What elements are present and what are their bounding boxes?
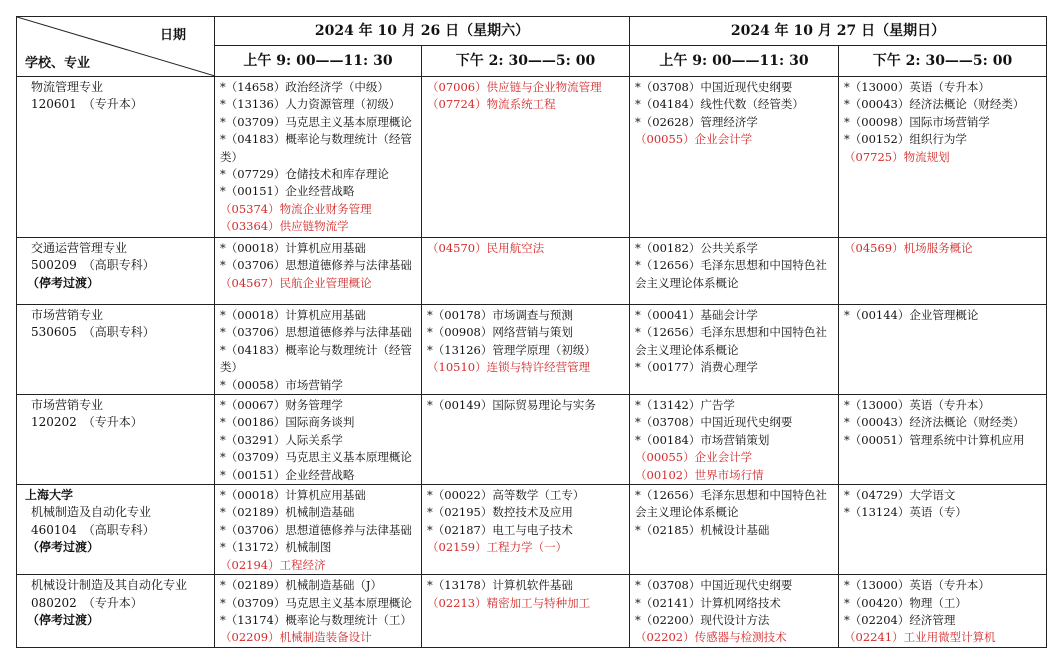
course-item: *（00177）消费心理学 — [635, 360, 758, 375]
course-item: *（00067）财务管理学 — [220, 398, 343, 413]
course-item: *（04729）大学语文 — [844, 488, 956, 503]
course-item: *（00018）计算机应用基础 — [220, 241, 366, 255]
course-item: *（13172）机械制图 — [220, 540, 332, 555]
course-item: *（13000）英语（专升本） — [844, 398, 990, 413]
course-item: *（02200）现代设计方法 — [635, 612, 770, 627]
day1-am-header: 上午 9: 00——11: 30 — [215, 46, 422, 77]
course-item: *（03709）马克思主义基本原理概论 — [220, 595, 412, 610]
university-name: 上海大学 — [25, 488, 74, 503]
exam-slot-cell-c4 — [839, 575, 1047, 648]
table-row — [17, 238, 1047, 305]
major-line: 530605 （高职专科） — [31, 325, 155, 340]
course-item: （02213）精密加工与特种加工 — [427, 595, 591, 610]
course-item: *（00022）高等数学（工专） — [427, 488, 585, 503]
course-item: *（00182）公共关系学 — [635, 241, 758, 255]
course-item: *（00184）市场营销策划 — [635, 432, 770, 447]
course-item: *（13126）管理学原理（初级） — [427, 342, 596, 357]
course-item: （07725）物流规划 — [844, 149, 950, 164]
course-item: *（00043）经济法概论（财经类） — [844, 415, 1025, 430]
schedule-body — [17, 77, 1047, 648]
course-item: *（03706）思想道德修养与法律基础 — [220, 522, 412, 537]
exam-slot-cell-c2 — [422, 77, 630, 238]
course-item: *（04183）概率论与数理统计（经管类） — [220, 342, 412, 375]
corner-header — [17, 17, 215, 77]
exam-slot-cell-c1 — [215, 575, 422, 648]
exam-slot-cell-c3 — [630, 485, 839, 575]
course-item: *（00041）基础会计学 — [635, 308, 758, 322]
day2-am-header: 上午 9: 00——11: 30 — [630, 46, 839, 77]
course-item: *（12656）毛泽东思想和中国特色社会主义理论体系概论 — [635, 258, 827, 290]
day1-pm-header: 下午 2: 30——5: 00 — [422, 46, 630, 77]
exam-slot-cell-c3 — [630, 395, 839, 485]
exam-slot-cell-c2 — [422, 395, 630, 485]
exam-slot-cell-c2 — [422, 485, 630, 575]
course-item: （07724）物流系统工程 — [427, 97, 556, 112]
course-item: *（03709）马克思主义基本原理概论 — [220, 114, 412, 129]
major-line: 机械制造及自动化专业 — [31, 505, 152, 520]
major-line: 交通运营管理专业 — [31, 241, 128, 255]
course-item: *（00051）管理系统中计算机应用 — [844, 432, 1025, 447]
course-item: *（00152）组织行为学 — [844, 132, 967, 147]
exam-slot-cell-c4 — [839, 485, 1047, 575]
exam-slot-cell-c2 — [422, 305, 630, 395]
exam-slot-cell-c2 — [422, 575, 630, 648]
course-item: *（12656）毛泽东思想和中国特色社会主义理论体系概论 — [635, 488, 827, 520]
course-item: （04569）机场服务概论 — [844, 241, 973, 255]
table-row — [17, 395, 1047, 485]
exam-slot-cell-c1 — [215, 77, 422, 238]
course-item: *（02204）经济管理 — [844, 612, 956, 627]
course-item: *（02141）计算机网络技术 — [635, 595, 781, 610]
course-item: *（13178）计算机软件基础 — [427, 578, 573, 593]
corner-date-label: 日期 — [159, 28, 186, 43]
exam-slot-cell-c3 — [630, 77, 839, 238]
major-line: 500209 （高职专科） — [31, 258, 155, 273]
transition-note: （停考过渡） — [27, 540, 100, 555]
major-cell — [17, 77, 215, 238]
course-item: *（00018）计算机应用基础 — [220, 488, 366, 503]
course-item: *（00908）网络营销与策划 — [427, 325, 573, 340]
course-item: （00055）企业会计学 — [635, 132, 753, 147]
course-item: （05374）物流企业财务管理 — [220, 201, 372, 216]
exam-slot-cell-c1 — [215, 395, 422, 485]
course-item: （02202）传感器与检测技术 — [635, 630, 787, 645]
course-item: *（03706）思想道德修养与法律基础 — [220, 325, 412, 340]
course-item: *（04183）概率论与数理统计（经管类） — [220, 132, 412, 164]
major-line: 080202 （专升本） — [31, 595, 143, 610]
exam-slot-cell-c2 — [422, 238, 630, 305]
exam-slot-cell-c1 — [215, 238, 422, 305]
major-cell — [17, 575, 215, 648]
major-line: 460104 （高职专科） — [31, 522, 155, 537]
major-line: 120202 （专升本） — [31, 415, 143, 430]
course-item: *（00058）市场营销学 — [220, 377, 343, 392]
table-row — [17, 77, 1047, 238]
major-line: 物流管理专业 — [31, 80, 104, 94]
course-item: *（13136）人力资源管理（初级） — [220, 97, 401, 112]
table-row — [17, 575, 1047, 648]
course-item: *（13174）概率论与数理统计（工） — [220, 612, 412, 627]
course-item: （10510）连锁与特许经营管理 — [427, 360, 591, 375]
major-line: 市场营销专业 — [31, 308, 104, 322]
course-item: *（12656）毛泽东思想和中国特色社会主义理论体系概论 — [635, 325, 827, 357]
major-cell — [17, 238, 215, 305]
day1-header: 2024 年 10 月 26 日（星期六） — [215, 17, 630, 46]
course-item: *（00043）经济法概论（财经类） — [844, 97, 1025, 112]
exam-schedule-table — [16, 16, 1047, 648]
course-item: （00102）世界市场行情 — [635, 467, 764, 482]
course-item: *（13000）英语（专升本） — [844, 578, 990, 593]
major-line: 120601 （专升本） — [31, 97, 143, 112]
course-item: *（03708）中国近现代史纲要 — [635, 578, 793, 593]
course-item: *（13142）广告学 — [635, 398, 735, 413]
course-item: *（02189）机械制造基础（J） — [220, 578, 382, 593]
course-item: *（02628）管理经济学 — [635, 114, 758, 129]
course-item: *（13000）英语（专升本） — [844, 80, 990, 94]
major-cell — [17, 395, 215, 485]
course-item: （02194）工程经济 — [220, 557, 326, 572]
course-item: *（14658）政治经济学（中级） — [220, 80, 389, 94]
major-cell — [17, 305, 215, 395]
course-item: *（00178）市场调查与预测 — [427, 308, 573, 322]
course-item: *（03708）中国近现代史纲要 — [635, 80, 793, 94]
course-item: *（02189）机械制造基础 — [220, 505, 355, 520]
exam-slot-cell-c1 — [215, 485, 422, 575]
course-item: （03364）供应链物流学 — [220, 219, 349, 234]
course-item: *（00151）企业经营战略 — [220, 184, 355, 199]
course-item: *（02195）数控技术及应用 — [427, 505, 573, 520]
course-item: *（02187）电工与电子技术 — [427, 522, 573, 537]
course-item: *（00420）物理（工） — [844, 595, 967, 610]
course-item: *（02185）机械设计基础 — [635, 522, 770, 537]
major-cell — [17, 485, 215, 575]
exam-slot-cell-c3 — [630, 238, 839, 305]
exam-slot-cell-c3 — [630, 575, 839, 648]
exam-slot-cell-c4 — [839, 305, 1047, 395]
course-item: （04570）民用航空法 — [427, 241, 545, 255]
course-item: （02209）机械制造装备设计 — [220, 630, 372, 645]
exam-slot-cell-c4 — [839, 395, 1047, 485]
course-item: （00055）企业会计学 — [635, 450, 753, 465]
course-item: *（03708）中国近现代史纲要 — [635, 415, 793, 430]
transition-note: （停考过渡） — [27, 275, 100, 290]
course-item: *（03706）思想道德修养与法律基础 — [220, 258, 412, 273]
table-row — [17, 485, 1047, 575]
course-item: *（04184）线性代数（经管类） — [635, 97, 804, 112]
course-item: （02159）工程力学（一） — [427, 540, 568, 555]
day2-pm-header: 下午 2: 30——5: 00 — [839, 46, 1047, 77]
corner-school-label: 学校、专业 — [25, 56, 91, 71]
course-item: *（13124）英语（专） — [844, 505, 967, 520]
course-item: （04567）民航企业管理概论 — [220, 275, 372, 290]
course-item: *（00149）国际贸易理论与实务 — [427, 398, 596, 413]
exam-slot-cell-c4 — [839, 77, 1047, 238]
course-item: *（03291）人际关系学 — [220, 432, 343, 447]
course-item: *（07729）仓储技术和库存理论 — [220, 167, 389, 182]
course-item: *（00098）国际市场营销学 — [844, 114, 990, 129]
course-item: *（00018）计算机应用基础 — [220, 308, 366, 322]
course-item: *（03709）马克思主义基本原理概论 — [220, 450, 412, 465]
transition-note: （停考过渡） — [27, 612, 100, 627]
exam-slot-cell-c1 — [215, 305, 422, 395]
course-item: （07006）供应链与企业物流管理 — [427, 80, 602, 94]
course-item: *（00151）企业经营战略 — [220, 467, 355, 482]
course-item: （02241）工业用微型计算机 — [844, 630, 996, 645]
course-item: *（00144）企业管理概论 — [844, 308, 979, 322]
exam-slot-cell-c4 — [839, 238, 1047, 305]
major-line: 机械设计制造及其自动化专业 — [31, 578, 188, 593]
course-item: *（00186）国际商务谈判 — [220, 415, 355, 430]
exam-slot-cell-c3 — [630, 305, 839, 395]
table-row — [17, 305, 1047, 395]
major-line: 市场营销专业 — [31, 398, 104, 413]
day2-header: 2024 年 10 月 27 日（星期日） — [630, 17, 1047, 46]
